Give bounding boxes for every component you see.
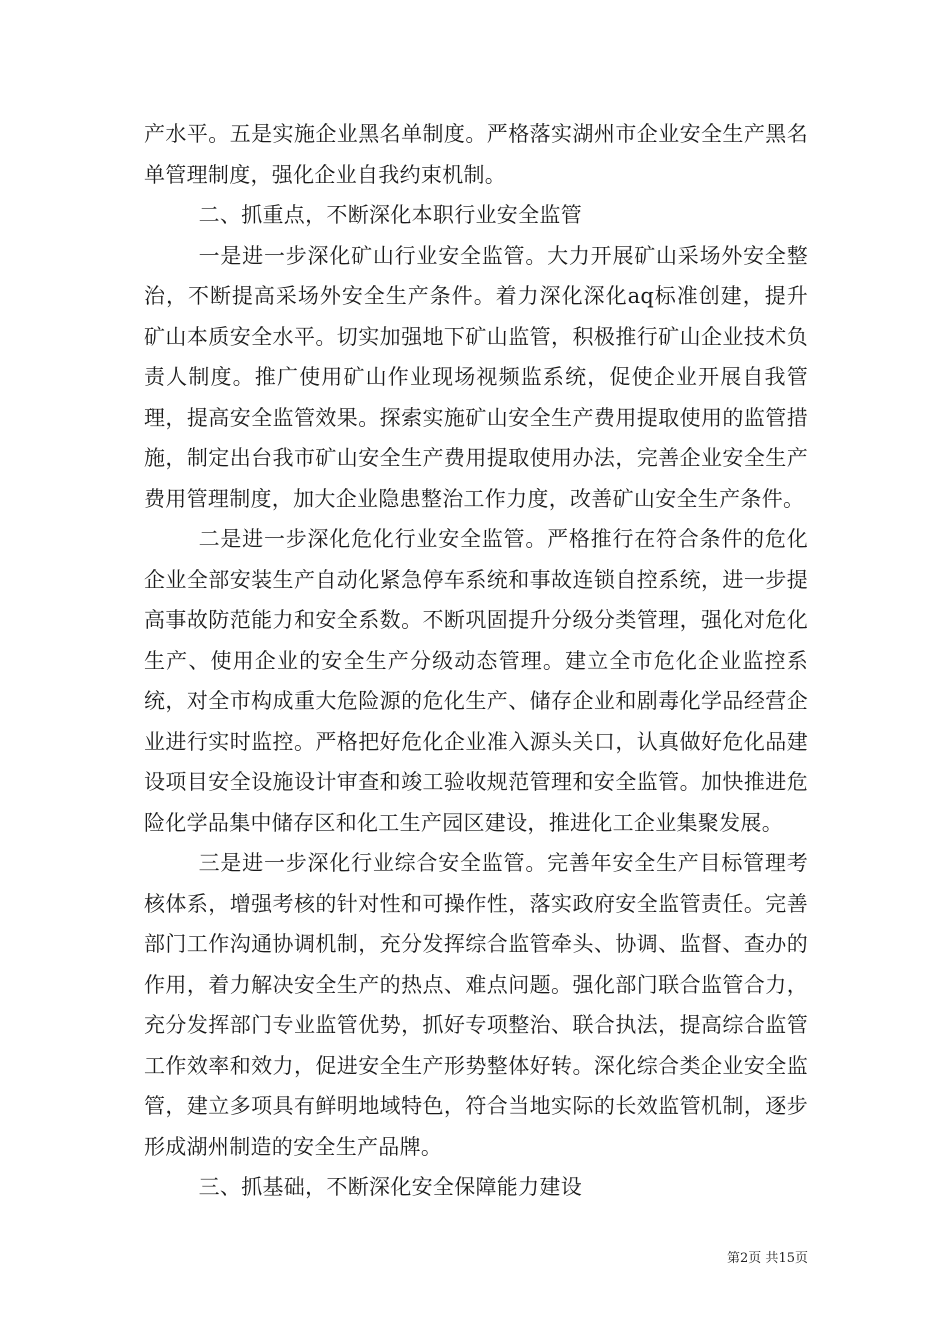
paragraph-mining-supervision: 一是进一步深化矿山行业安全监管。大力开展矿山采场外安全整治，不断提高采场外安全生产条件。着力深化深化aq标准创建，提升矿山本质安全水平。切实加强地下矿山监管，积极推行矿山企业技术负责人制度。推广使用矿山作业现场视频监系统，促使企业开展自我管理，提高安全监管效果。探索实施矿山安全生产费用提取使用的监管措施，制定出台我市矿山安全生产费用提取使用办法，完善企业安全生产费用管理制度，加大企业隐患整治工作力度，改善矿山安全生产条件。: [144, 243, 808, 511]
footer-prefix: 第: [727, 1251, 741, 1266]
section-heading-2: 二、抓重点，不断深化本职行业安全监管: [198, 203, 582, 227]
paragraph-comprehensive-supervision: 三是进一步深化行业综合安全监管。完善年安全生产目标管理考核体系，增强考核的针对性和可操作性，落实政府安全监管责任。完善部门工作沟通协调机制，充分发挥综合监管牵头、协调、监督、查办的作用，着力解决安全生产的热点、难点问题。强化部门联合监管合力，充分发挥部门专业监管优势，抓好专项整治、联合执法，提高综合监管工作效率和效力，促进安全生产形势整体好转。深化综合类企业安全监管，建立多项具有鲜明地域特色，符合当地实际的长效监管机制，逐步形成湖州制造的安全生产品牌。: [144, 851, 808, 1159]
paragraph-hazardous-chemicals: 二是进一步深化危化行业安全监管。严格推行在符合条件的危化企业全部安装生产自动化紧急停车系统和事故连锁自控系统，进一步提高事故防范能力和安全系数。不断巩固提升分级分类管理，强化对危化生产、使用企业的安全生产分级动态管理。建立全市危化企业监控系统，对全市构成重大危险源的危化生产、储存企业和剧毒化学品经营企业进行实时监控。严格把好危化企业准入源头关口，认真做好危化品建设项目安全设施设计审查和竣工验收规范管理和安全监管。加快推进危险化学品集中储存区和化工生产园区建设，推进化工企业集聚发展。: [144, 527, 808, 835]
footer-page-number: 2: [740, 1251, 749, 1266]
footer-total-pages: 15: [778, 1251, 795, 1266]
section-heading-3: 三、抓基础，不断深化安全保障能力建设: [198, 1175, 582, 1199]
paragraph-continuation: 产水平。五是实施企业黑名单制度。严格落实湖州市企业安全生产黑名单管理制度，强化企业自我约束机制。: [144, 122, 808, 187]
document-body: [144, 114, 808, 1208]
footer-suffix: 页: [794, 1251, 808, 1266]
page-number-footer: [700, 1250, 808, 1268]
footer-middle: 页 共: [748, 1251, 779, 1266]
